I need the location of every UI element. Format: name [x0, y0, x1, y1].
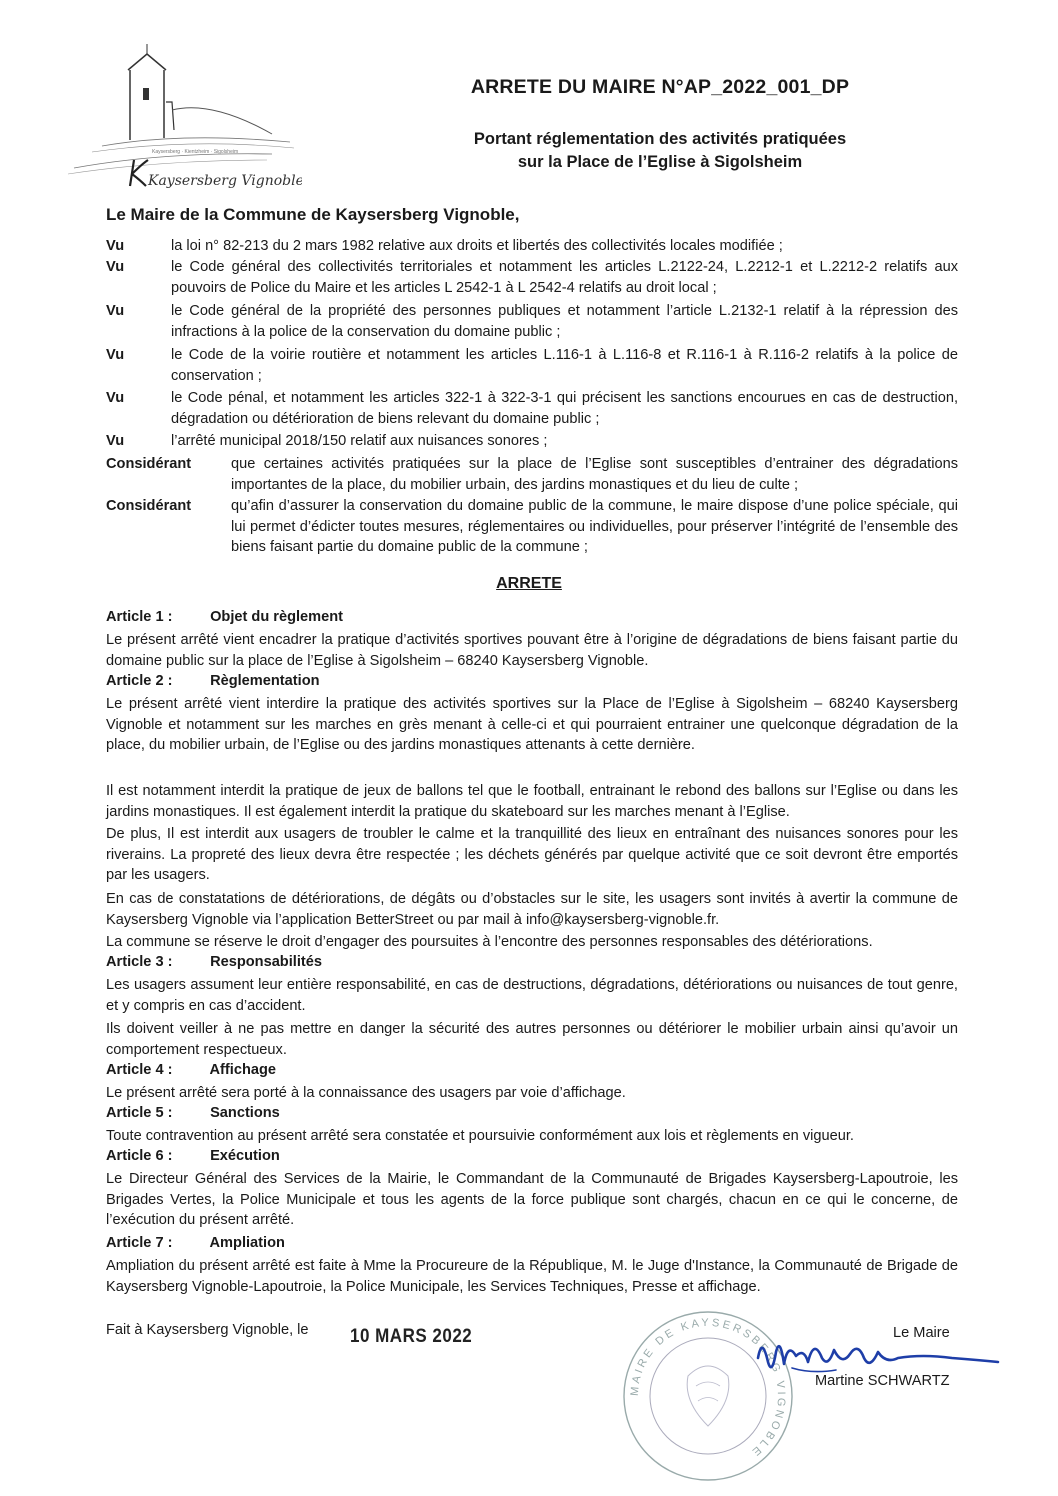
vu-item: [106, 301, 958, 342]
article-heading: [106, 673, 320, 689]
considerant-item: [106, 496, 958, 558]
article-paragraph: Le Directeur Général des Services de la Mairie, le Commandant de la Communauté de Brigades Kaysersberg-Lapoutroie, les Brigades Vertes, la Police Municipale et tous les agents de la force publique sont chargés, chacun en ce qui le concerne, de l’exécution du présent arrêté.: [106, 1171, 958, 1228]
decree-title: ARRETE DU MAIRE N°AP_2022_001_DP: [470, 76, 850, 98]
vu-text: le Code de la voirie routière et notamment les articles L.116-1 à L.116-8 et R.116-1 à R.116-2 relatifs à la police de conservation ;: [171, 347, 958, 384]
decree-subtitle: [380, 128, 940, 174]
article-title: Objet du règlement: [210, 609, 344, 625]
article-number: Article 1 :: [106, 609, 173, 625]
subtitle-line-2: sur la Place de l’Eglise à Sigolsheim: [517, 153, 803, 171]
vu-label: Vu: [106, 347, 125, 363]
svg-text:Kaysersberg Vignoble: Kaysersberg Vignoble: [148, 173, 302, 189]
vu-text: l’arrêté municipal 2018/150 relatif aux nuisances sonores ;: [171, 433, 548, 449]
vu-item: [106, 388, 958, 429]
article-paragraph: La commune se réserve le droit d’engager des poursuites à l’encontre des personnes responsables des détériorations.: [106, 934, 873, 950]
article-paragraph: Le présent arrêté vient interdire la pratique des activités sportives sur la Place de l’Eglise à Sigolsheim – 68240 Kaysersberg Vignoble et notamment sur les marches en grès menant à celle-ci et qui pourraient entrainer une quelconque dégradation de la place, du mobilier urbain, de l’Eglise ou des jardins monastiques attenants à cette dernière.: [106, 696, 958, 753]
vu-item: [106, 431, 958, 452]
vu-item: [106, 236, 958, 257]
considerant-text: qu’afin d’assurer la conservation du domaine public de la commune, le maire dispose d’une police spéciale, qui lui permet d’édicter toutes mesures, réglementaires ou individuelles, pour préserver l’intégrité de l’ensemble des biens faisant partie du domaine public de la commune ;: [231, 498, 958, 555]
considerant-label: Considérant: [106, 498, 192, 514]
article-paragraph: Il est notamment interdit la pratique de jeux de ballons tel que le football, entrainant le rebond des ballons sur l’Eglise ou dans les jardins monastiques. Il est également interdit la pratique du skateboard sur les marches menant à l’Eglise.: [106, 783, 958, 820]
vu-label: Vu: [106, 238, 125, 254]
article-title: Affichage: [209, 1062, 277, 1078]
article-paragraph: Les usagers assument leur entière responsabilité, en cas de destructions, dégradations, détériorations ou nuisances de tout genre, et y compris en cas d’accident.: [106, 977, 958, 1014]
article-title: Sanctions: [210, 1105, 280, 1121]
vu-item: [106, 257, 958, 298]
vu-text: le Code général des collectivités territoriales et notamment les articles L.2122-24, L.2212-1 et L.2212-2 relatifs aux pouvoirs de Police du Maire et les articles L 2542-1 à L 2542-4 relatifs au droit local ;: [171, 259, 958, 296]
article-title: Règlementation: [210, 673, 320, 689]
article-paragraph: Le présent arrêté vient encadrer la pratique d’activités sportives pouvant être à l’origine de dégradations de biens faisant partie du domaine public sur la place de l’Eglise à Sigolsheim – 68240 Kaysersberg Vignoble.: [106, 632, 958, 669]
article-title: Responsabilités: [210, 954, 322, 970]
church-tower-icon: [62, 40, 302, 200]
arrete-heading: ARRETE: [496, 575, 562, 592]
article-heading: [106, 1062, 276, 1078]
article-paragraph: En cas de constatations de détériorations, de dégâts ou d’obstacles sur le site, les usagers sont invités à avertir la commune de Kaysersberg Vignoble via l’application BetterStreet ou par mail à info@kaysersberg-vignoble.fr.: [106, 891, 958, 928]
article-number: Article 3 :: [106, 954, 173, 970]
vu-label: Vu: [106, 303, 125, 319]
article-paragraph: Ampliation du présent arrêté est faite à Mme la Procureure de la République, M. le Juge d'Instance, la Communauté de Brigade de Kaysersberg Vignoble-Lapoutroie, la Police Municipale, les Services Techniques, Presse et affichage.: [106, 1258, 958, 1295]
article-heading: [106, 1235, 285, 1251]
article-paragraph: Toute contravention au présent arrêté sera constatée et poursuivie conformément aux lois et règlements en vigueur.: [106, 1128, 854, 1144]
considerant-label: Considérant: [106, 456, 192, 472]
date-stamp: 10 MARS 2022: [350, 1324, 473, 1347]
vu-label: Vu: [106, 259, 125, 275]
article-number: Article 6 :: [106, 1148, 173, 1164]
vu-text: le Code général de la propriété des personnes publiques et notamment l’article L.2132-1 relatif à la répression des infractions à la police de la conservation du domaine public ;: [171, 303, 958, 340]
considerant-item: [106, 454, 958, 495]
vu-item: [106, 345, 958, 386]
article-title: Ampliation: [209, 1235, 285, 1251]
article-paragraph: Ils doivent veiller à ne pas mettre en danger la sécurité des autres personnes ou détériorer le mobilier urbain ainsi qu’avoir un comportement respectueux.: [106, 1021, 958, 1058]
article-paragraph: Le présent arrêté sera porté à la connaissance des usagers par voie d’affichage.: [106, 1085, 626, 1101]
svg-text:Kaysersberg · Kientzheim · Sig: Kaysersberg · Kientzheim · Sigolsheim: [152, 149, 239, 155]
article-heading: [106, 954, 322, 970]
svg-text:MAIRE DE KAYSERSBERG VIGNOBLE: MAIRE DE KAYSERSBERG VIGNOBLE: [628, 1316, 788, 1460]
vu-label: Vu: [106, 390, 125, 406]
vu-label: Vu: [106, 433, 125, 449]
article-paragraph: De plus, Il est interdit aux usagers de troubler le calme et la tranquillité des lieux en entraînant des nuisances sonores pour les riverains. La propreté des lieux devra être respectée ; les déchets générés par quelque activité que ce soit devront être emportés par les usagers.: [106, 826, 958, 883]
article-number: Article 2 :: [106, 673, 173, 689]
signer-name: Martine SCHWARTZ: [815, 1373, 950, 1389]
article-heading: [106, 609, 343, 625]
considerant-text: que certaines activités pratiquées sur la place de l’Eglise sont susceptibles d’entrainer des dégradations importantes de la place, du mobilier urbain, des jardins monastiques et du lieu de culte ;: [231, 456, 958, 493]
place-statement: Fait à Kaysersberg Vignoble, le: [106, 1322, 309, 1338]
article-number: Article 5 :: [106, 1105, 173, 1121]
vu-text: le Code pénal, et notamment les articles 322-1 à 322-3-1 qui précisent les sanctions encourues en cas de destruction, dégradation ou détérioration de biens relevant du domaine public ;: [171, 390, 958, 427]
article-heading: [106, 1105, 280, 1121]
article-title: Exécution: [210, 1148, 280, 1164]
signer-role: Le Maire: [893, 1325, 950, 1341]
kaysersberg-vignoble-logo: [62, 40, 302, 200]
vu-text: la loi n° 82-213 du 2 mars 1982 relative aux droits et libertés des collectivités locales modifiée ;: [171, 238, 783, 254]
article-number: Article 4 :: [106, 1062, 173, 1078]
subtitle-line-1: Portant réglementation des activités pratiquées: [473, 130, 847, 148]
maire-heading: Le Maire de la Commune de Kaysersberg Vignoble,: [106, 205, 520, 224]
article-heading: [106, 1148, 280, 1164]
article-number: Article 7 :: [106, 1235, 173, 1251]
